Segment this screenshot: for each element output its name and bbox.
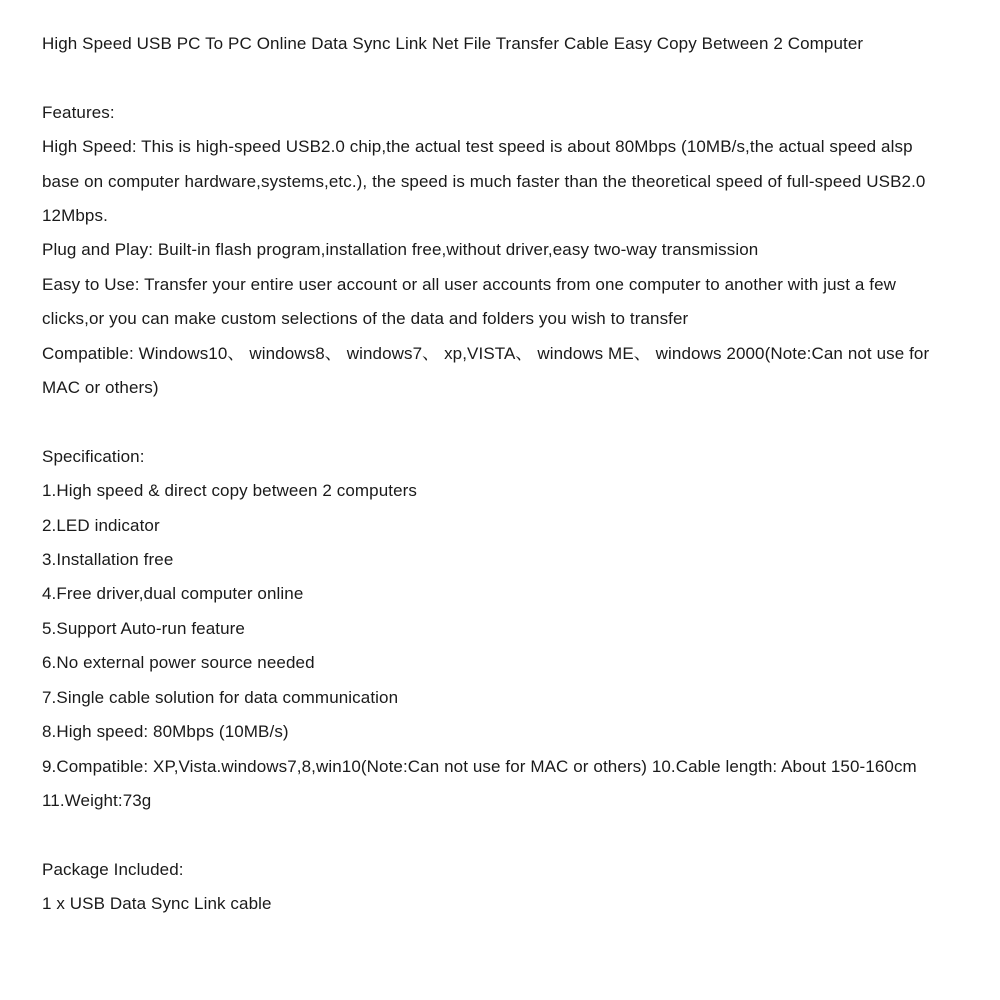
spec-item: 11.Weight:73g [42,790,152,810]
product-title: High Speed USB PC To PC Online Data Sync Link Net File Transfer Cable Easy Copy Between 2 Computer [42,34,864,53]
spec-item: 5.Support Auto-run feature [42,618,245,638]
feature-item: Compatible: Windows10、 windows8、 windows7、 xp,VISTA、 windows ME、 windows 2000(Note:Can not use for MAC or others) [42,343,930,398]
spec-item: 4.Free driver,dual computer online [42,584,304,604]
specification-section [42,440,948,818]
features-section [42,96,948,406]
features-heading: Features: [42,102,115,122]
spec-item: 8.High speed: 80Mbps (10MB/s) [42,722,289,742]
feature-item: High Speed: This is high-speed USB2.0 chip,the actual test speed is about 80Mbps (10MB/s,the actual speed alsp base on computer hardware,systems,etc.), the speed is much faster than the theoretical speed of full-speed USB2.0 12Mbps. [42,137,926,226]
spec-item: 3.Installation free [42,550,174,570]
package-section [42,853,948,922]
feature-item: Easy to Use: Transfer your entire user account or all user accounts from one computer to another with just a few clicks,or you can make custom selections of the data and folders you wish to transfer [42,274,897,329]
spec-item: 1.High speed & direct copy between 2 computers [42,481,418,501]
spec-item: 6.No external power source needed [42,653,315,673]
package-heading: Package Included: [42,859,184,879]
spec-item: 9.Compatible: XP,Vista.windows7,8,win10(Note:Can not use for MAC or others) 10.Cable length: About 150-160cm [42,756,917,776]
package-item: 1 x USB Data Sync Link cable [42,894,272,914]
feature-item: Plug and Play: Built-in flash program,installation free,without driver,easy two-way transmission [42,240,759,260]
specification-heading: Specification: [42,446,145,466]
spec-item: 2.LED indicator [42,515,160,535]
title-block [42,27,948,61]
spec-item: 7.Single cable solution for data communication [42,687,399,707]
